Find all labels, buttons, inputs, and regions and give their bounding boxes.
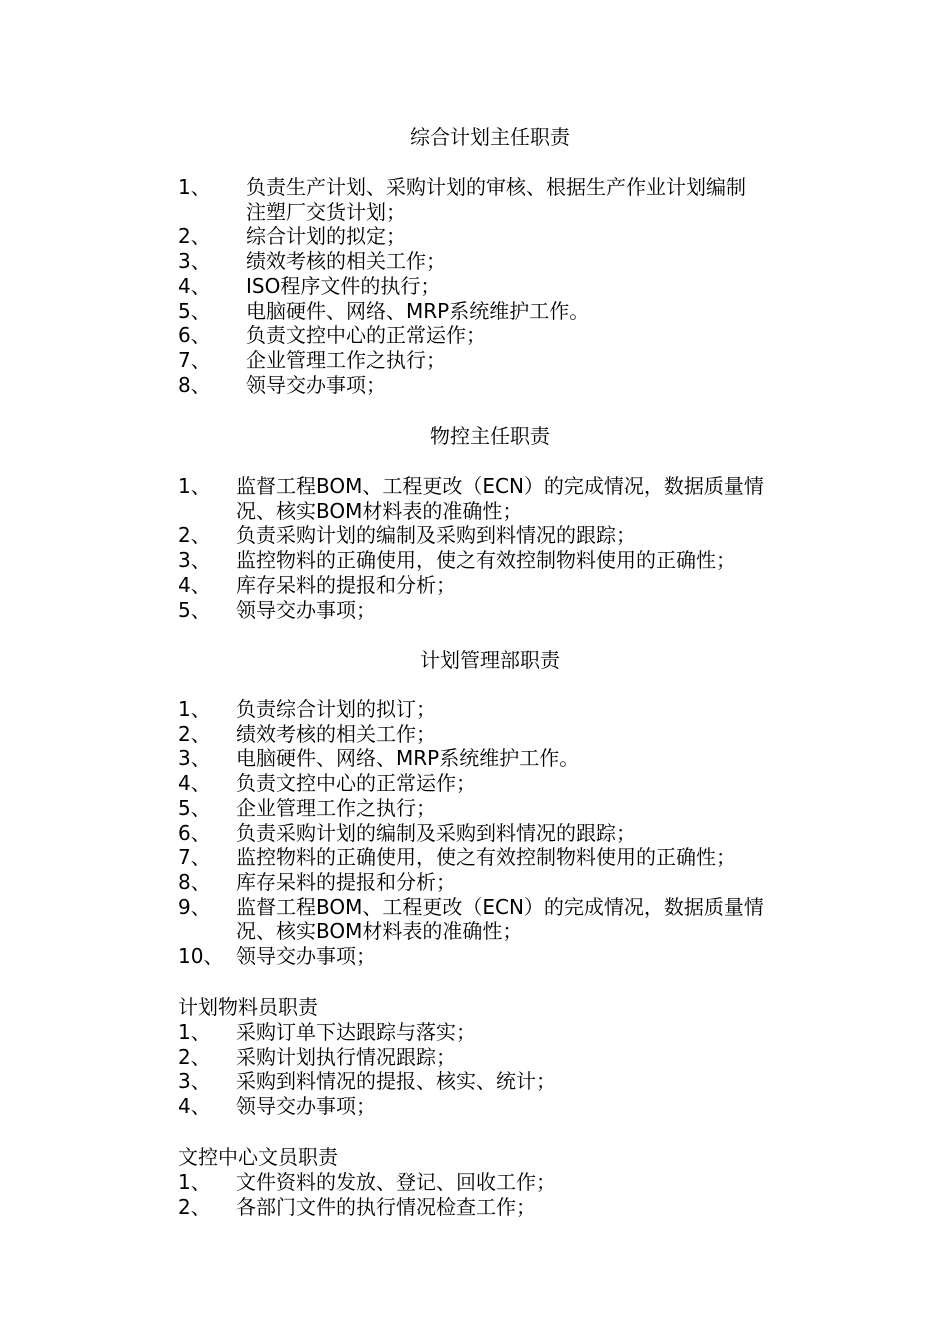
list-item xyxy=(178,771,764,796)
item-number: 7、 xyxy=(178,845,211,870)
item-number: 6、 xyxy=(178,820,211,845)
item-number: 1、 xyxy=(178,474,211,498)
list-item xyxy=(178,1170,556,1195)
item-text: 负责文控中心的正常运作； xyxy=(236,771,476,796)
duty-list xyxy=(178,1020,556,1119)
item-text: 领导交办事项； xyxy=(246,372,386,397)
item-number: 4、 xyxy=(178,771,211,796)
list-item xyxy=(178,548,764,573)
item-text: 监控物料的正确使用，使之有效控制物料使用的正确性； xyxy=(236,845,736,870)
list-item xyxy=(178,870,764,895)
list-item xyxy=(178,323,746,348)
item-text: 负责生产计划、采购计划的审核、根据生产作业计划编制 xyxy=(246,175,746,199)
list-item xyxy=(178,722,764,747)
list-item xyxy=(178,1045,556,1070)
item-number: 2、 xyxy=(178,1194,211,1219)
list-item xyxy=(178,348,746,373)
list-item xyxy=(178,1195,556,1220)
item-text: 文件资料的发放、登记、回收工作； xyxy=(236,1170,556,1194)
list-item xyxy=(178,274,746,299)
list-item xyxy=(178,944,764,969)
item-text-continued: 况、核实BOM材料表的准确性； xyxy=(236,498,523,523)
item-text-continued: 况、核实BOM材料表的准确性； xyxy=(236,919,523,944)
list-item xyxy=(178,299,746,324)
item-text: 企业管理工作之执行； xyxy=(236,795,436,820)
list-item xyxy=(178,796,764,821)
item-text: 负责综合计划的拟订； xyxy=(236,697,436,721)
list-item xyxy=(178,598,764,623)
list-item xyxy=(178,175,746,224)
item-text: 领导交办事项； xyxy=(236,1094,376,1119)
item-text: 综合计划的拟定； xyxy=(246,224,406,249)
section-title: 综合计划主任职责 xyxy=(410,125,570,149)
list-item xyxy=(178,1094,556,1119)
item-text: 监督工程BOM、工程更改（ECN）的完成情况，数据质量情 xyxy=(236,474,764,498)
item-number: 3、 xyxy=(178,548,211,573)
item-text: 各部门文件的执行情况检查工作； xyxy=(236,1194,536,1219)
item-number: 4、 xyxy=(178,1094,211,1119)
duty-list xyxy=(178,1170,556,1219)
item-number: 3、 xyxy=(178,1069,211,1094)
item-number: 1、 xyxy=(178,1170,211,1194)
section-title: 计划物料员职责 xyxy=(178,995,318,1019)
list-item xyxy=(178,746,764,771)
item-number: 1、 xyxy=(178,1020,211,1044)
list-item xyxy=(178,1020,556,1045)
item-number: 4、 xyxy=(178,273,211,298)
section-title: 物控主任职责 xyxy=(430,424,550,448)
item-number: 8、 xyxy=(178,869,211,894)
list-item xyxy=(178,821,764,846)
item-number: 5、 xyxy=(178,597,211,622)
item-text: 负责采购计划的编制及采购到料情况的跟踪； xyxy=(236,523,636,548)
item-number: 3、 xyxy=(178,746,211,771)
item-text: 采购订单下达跟踪与落实； xyxy=(236,1020,476,1044)
item-text: 领导交办事项； xyxy=(236,597,376,622)
item-number: 1、 xyxy=(178,175,211,199)
list-item xyxy=(178,249,746,274)
list-item xyxy=(178,895,764,944)
item-text: 领导交办事项； xyxy=(236,944,376,969)
item-number: 2、 xyxy=(178,523,211,548)
list-item xyxy=(178,697,764,722)
item-number: 8、 xyxy=(178,372,211,397)
item-number: 9、 xyxy=(178,894,211,919)
section-title: 文控中心文员职责 xyxy=(178,1145,338,1169)
duty-list xyxy=(178,474,764,622)
item-number: 4、 xyxy=(178,572,211,597)
item-text: 绩效考核的相关工作； xyxy=(236,721,436,746)
item-number: 1、 xyxy=(178,697,211,721)
list-item xyxy=(178,373,746,398)
item-text: 采购到料情况的提报、核实、统计； xyxy=(236,1069,556,1094)
item-number: 2、 xyxy=(178,224,211,249)
item-number: 5、 xyxy=(178,795,211,820)
item-text: 负责文控中心的正常运作； xyxy=(246,323,486,348)
item-number: 6、 xyxy=(178,323,211,348)
item-number: 2、 xyxy=(178,721,211,746)
item-text: ISO程序文件的执行； xyxy=(246,273,441,298)
item-number: 3、 xyxy=(178,249,211,274)
list-item xyxy=(178,1069,556,1094)
list-item xyxy=(178,845,764,870)
item-text-continued: 注塑厂交货计划； xyxy=(246,199,406,224)
item-text: 监督工程BOM、工程更改（ECN）的完成情况，数据质量情 xyxy=(236,894,764,919)
item-text: 库存呆料的提报和分析； xyxy=(236,869,456,894)
item-number: 5、 xyxy=(178,298,211,323)
list-item xyxy=(178,474,764,523)
duty-list xyxy=(178,697,764,969)
item-text: 库存呆料的提报和分析； xyxy=(236,572,456,597)
item-text: 负责采购计划的编制及采购到料情况的跟踪； xyxy=(236,820,636,845)
item-text: 电脑硬件、网络、MRP系统维护工作。 xyxy=(246,298,590,323)
duty-list xyxy=(178,175,746,397)
list-item xyxy=(178,224,746,249)
item-text: 企业管理工作之执行； xyxy=(246,347,446,372)
item-text: 监控物料的正确使用，使之有效控制物料使用的正确性； xyxy=(236,548,736,573)
item-number: 2、 xyxy=(178,1044,211,1069)
item-text: 绩效考核的相关工作； xyxy=(246,249,446,274)
item-number: 7、 xyxy=(178,347,211,372)
item-text: 采购计划执行情况跟踪； xyxy=(236,1044,456,1069)
item-text: 电脑硬件、网络、MRP系统维护工作。 xyxy=(236,746,580,771)
item-number: 10、 xyxy=(178,944,224,969)
list-item xyxy=(178,523,764,548)
list-item xyxy=(178,573,764,598)
section-title: 计划管理部职责 xyxy=(420,648,560,672)
